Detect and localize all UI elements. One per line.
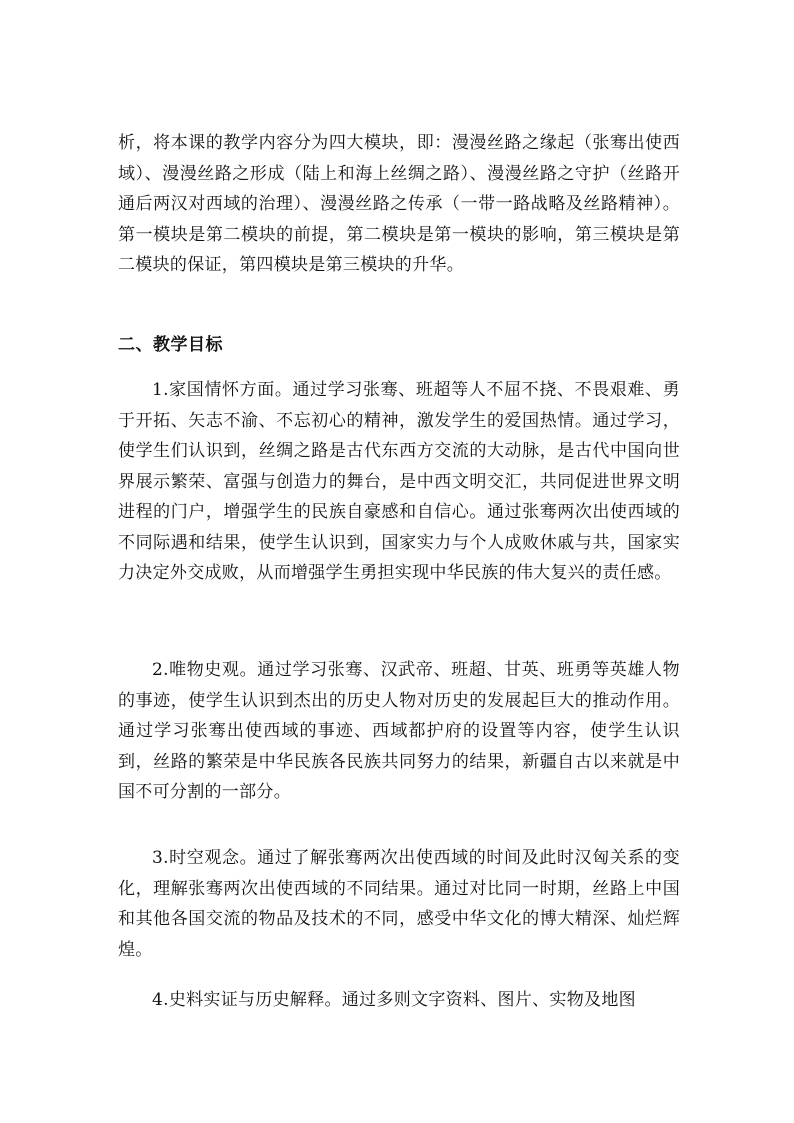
objective-paragraph-1: 1.家国情怀方面。通过学习张骞、班超等人不屈不挠、不畏艰难、勇于开拓、矢志不渝、不忘初心的精神，激发学生的爱国热情。通过学习，使学生们认识到，丝绸之路是古代东西方交流的大动脉，是古代中国向世界展示繁荣、富强与创造力的舞台，是中西文明交汇，共同促进世界文明进程的门户，增强学生的民族自豪感和自信心。通过张骞两次出使西域的不同际遇和结果，使学生认识到，国家实力与个人成败休戚与共，国家实力决定外交成败，从而增强学生勇担实现中华民族的伟大复兴的责任感。 bbox=[118, 380, 680, 583]
intro-paragraph: 析，将本课的教学内容分为四大模块，即：漫漫丝路之缘起（张骞出使西域）、漫漫丝路之形成（陆上和海上丝绸之路）、漫漫丝路之守护（丝路开通后两汉对西域的治理）、漫漫丝路之传承（一带一路战略及丝路精神）。第一模块是第二模块的前提，第二模块是第一模块的影响，第三模块是第二模块的保证，第四模块是第三模块的升华。 bbox=[118, 133, 680, 275]
objective-paragraph-2: 2.唯物史观。通过学习张骞、汉武帝、班超、甘英、班勇等英雄人物的事迹，使学生认识到杰出的历史人物对历史的发展起巨大的推动作用。通过学习张骞出使西域的事迹、西域都护府的设置等内容，使学生认识到，丝路的繁荣是中华民族各民族共同努力的结果，新疆自古以来就是中国不可分割的一部分。 bbox=[118, 660, 680, 802]
objective-paragraph-4: 4.史料实证与历史解释。通过多则文字资料、图片、实物及地图 bbox=[152, 990, 636, 1010]
objective-paragraph-3: 3.时空观念。通过了解张骞两次出使西域的时间及此时汉匈关系的变化，理解张骞两次出使西域的不同结果。通过对比同一时期，丝路上中国和其他各国交流的物品及技术的不同，感受中华文化的博大精深、灿烂辉煌。 bbox=[118, 848, 680, 960]
section-heading: 二、教学目标 bbox=[118, 335, 223, 355]
